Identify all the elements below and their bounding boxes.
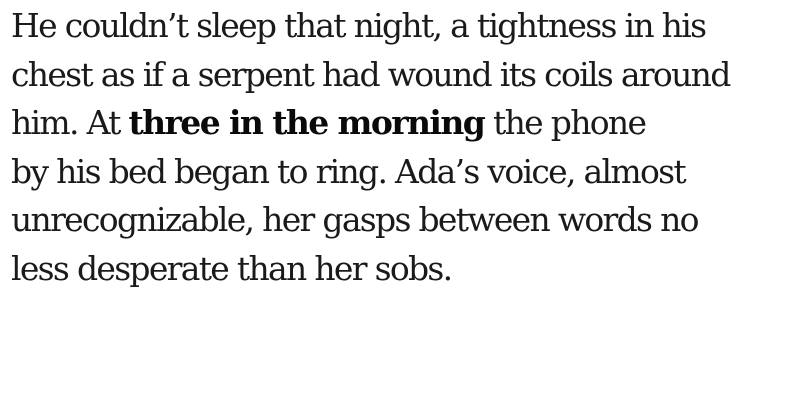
paragraph-line-6: less desperate than her sobs.: [11, 248, 452, 288]
paragraph-line-1: He couldn’t sleep that night, a tightness in his: [11, 6, 706, 45]
paragraph-line-4: by his bed began to ring. Ada’s voice, almost: [11, 151, 685, 191]
paragraph-line-3: [11, 99, 782, 148]
bold-emphasis-phrase: three in the morning: [128, 103, 485, 142]
paragraph-line-5: unrecognizable, her gasps between words no: [11, 200, 698, 239]
paragraph-line-2: chest as if a serpent had wound its coils around: [11, 54, 730, 94]
body-paragraph: [11, 2, 782, 293]
line-3-lead-text: him. At: [11, 103, 129, 142]
line-3-trail-text: the phone: [484, 103, 646, 142]
